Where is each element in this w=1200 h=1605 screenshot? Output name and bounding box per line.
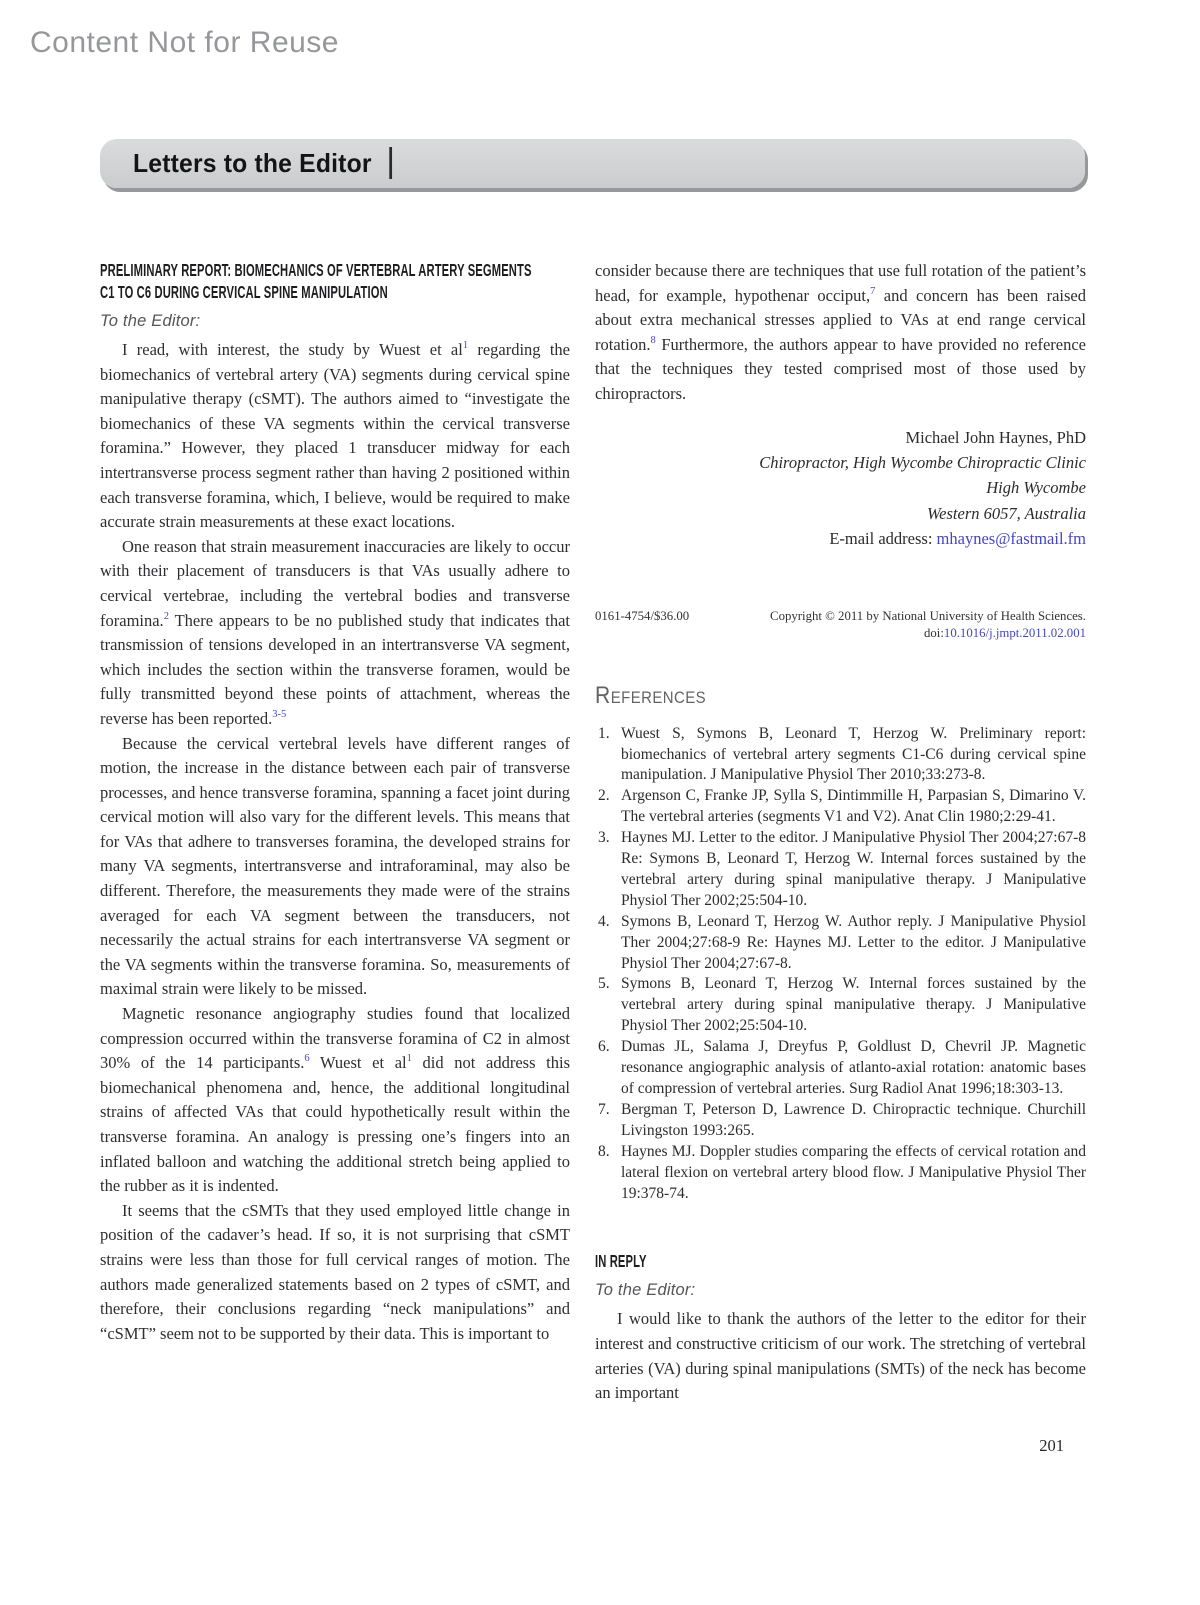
page-body — [100, 259, 1086, 1456]
reference-number: 5. — [598, 975, 610, 993]
citation-ref[interactable]: 6 — [304, 1053, 310, 1065]
paragraph — [100, 338, 570, 535]
text-run: I would like to thank the authors of the letter to the editor for their interest and constructive criticism of our work. The stretching of vertebral arteries (VA) during spinal manipulations (SMTs) of the neck has become an important — [595, 1309, 1086, 1403]
citation-ref[interactable]: 1 — [406, 1053, 412, 1065]
text-run: E-mail address: — [829, 529, 937, 549]
imprint-row — [595, 608, 1086, 626]
email-link[interactable]: mhaynes@fastmail.fm — [936, 529, 1086, 549]
section-banner — [100, 139, 1085, 188]
page-number: 201 — [1039, 1435, 1064, 1455]
paragraph — [100, 535, 570, 732]
left-column — [100, 259, 570, 1456]
banner-separator: | — [386, 142, 396, 180]
doi-link[interactable]: 10.1016/j.jmpt.2011.02.001 — [943, 626, 1086, 641]
letter-title-line-1: PRELIMINARY REPORT: BIOMECHANICS OF VERTEBRAL ARTERY SEGMENTS — [100, 260, 532, 280]
citation-ref[interactable]: 1 — [462, 340, 469, 351]
issn-price: 0161-4754/$36.00 — [595, 608, 690, 623]
reference-item — [595, 1037, 1086, 1100]
signature-line: Chiropractor, High Wycombe Chiropractic Clinic — [759, 452, 1086, 472]
citation-ref[interactable]: 8 — [650, 334, 656, 346]
reference-text: Symons B, Leonard T, Herzog W. Author reply. J Manipulative Physiol Ther 2004;27:68-9 Re: Haynes MJ. Letter to the editor. J Manipulative Physiol Ther 2004;27:67-8. — [621, 912, 1086, 972]
imprint-block — [595, 608, 1086, 643]
copyright-text: Copyright © 2011 by National University of Health Sciences. — [770, 608, 1086, 623]
doi-line — [595, 625, 1086, 643]
text-run: There appears to be no published study that indicates that transmission of tensions developed in an intertransverse VA segment, which includes the section within the transverse foramen, would be fully transmitted beyond these points of attachment, whereas the reverse has been reported. — [100, 610, 570, 728]
reply-paragraph — [595, 1307, 1086, 1405]
paragraph — [100, 732, 570, 1003]
signature-line: High Wycombe — [986, 478, 1086, 498]
text-run: Magnetic resonance angiography studies found that localized compression occurred within the transverse foramina of C2 in almost 30% of the 14 participants. — [100, 1004, 570, 1073]
reply-heading-line: IN REPLY — [595, 1251, 647, 1272]
salutation: To the Editor: — [100, 312, 201, 330]
reference-text: Haynes MJ. Letter to the editor. J Manipulative Physiol Ther 2004;27:67-8 Re: Symons B, Leonard T, Herzog W. Internal forces sustained by the vertebral artery during spinal manipulative therapy. J Manipulative Physiol Ther 2002;25:504-10. — [621, 829, 1086, 909]
references-list — [595, 724, 1086, 1205]
paragraph-continuation — [595, 259, 1086, 407]
reference-text: Bergman T, Peterson D, Lawrence D. Chiropractic technique. Churchill Livingston 1993:265. — [621, 1100, 1086, 1139]
signature-block — [595, 425, 1086, 552]
reference-text: Symons B, Leonard T, Herzog W. Internal forces sustained by the vertebral artery during spinal manipulative therapy. J Manipulative Physiol Ther 2002;25:504-10. — [621, 975, 1086, 1035]
section-banner-title: Letters to the Editor — [133, 148, 372, 178]
text-run: regarding the biomechanics of vertebral artery (VA) segments during cervical spine manipulative therapy (cSMT). The authors aimed to “investigate the biomechanics of these VA segments within the cervical transverse foramina.” However, they placed 1 transducer midway for each intertransverse process segment rather than having 2 positioned within each transverse foramina, which, I believe, would be required to make accurate strain measurements at these exact locations. — [100, 340, 570, 532]
text-run: I read, with interest, the study by Wuest et al — [122, 340, 463, 359]
reference-item — [595, 828, 1086, 912]
reference-number: 8. — [598, 1142, 610, 1160]
paragraph — [100, 1199, 570, 1347]
text-run: and concern has been raised about extra mechanical stresses applied to VAs at end range cervical rotation. — [595, 285, 1087, 354]
reference-number: 6. — [598, 1038, 610, 1056]
reference-text: Argenson C, Franke JP, Sylla S, Dintimmille H, Parpasian S, Dimarino V. The vertebral arteries (segments V1 and V2). Anat Clin 1980;2:29-41. — [621, 787, 1086, 826]
signature-line: Western 6057, Australia — [926, 503, 1086, 523]
reference-item — [595, 1100, 1086, 1142]
reference-item — [595, 1142, 1086, 1205]
text-run: It seems that the cSMTs that they used employed little change in position of the cadaver’s head. If so, it is not surprising that cSMT strains were less than those for full cervical ranges of motion. The authors made generalized statements based on 2 types of cSMT, and therefore, their conclusions regarding “neck manipulations” and “cSMT” seem not to be supported by their data. This is important to — [100, 1200, 570, 1343]
letter-title — [100, 259, 570, 303]
reference-number: 4. — [598, 912, 610, 930]
text-run: Furthermore, the authors appear to have provided no reference that the techniques they tested comprised most of those used by chiropractors. — [595, 334, 1086, 403]
text-run: doi: — [924, 626, 944, 641]
citation-ref[interactable]: 2 — [163, 610, 169, 622]
text-run: did not address this biomechanical phenomena and, hence, the additional longitudinal strains of affected VAs that could hypothetically result within the transverse foramina. An analogy is pressing one’s fingers into an inflated balloon and watching the additional stretch being applied to the rubber as it is indented. — [100, 1053, 570, 1196]
reference-text: Dumas JL, Salama J, Dreyfus P, Goldlust D, Chevril JP. Magnetic resonance angiographic analysis of atlanto-axial rotation: anatomic bases of compression of vertebral arteries. Surg Radiol Anat 1996;18:303-13. — [621, 1038, 1086, 1097]
reference-number: 3. — [598, 829, 610, 847]
reference-text: Haynes MJ. Doppler studies comparing the effects of cervical rotation and lateral flexion on vertebral artery blood flow. J Manipulative Physiol Ther 19:378-74. — [621, 1142, 1086, 1202]
reference-item — [595, 724, 1086, 787]
signature-lines — [595, 425, 1086, 527]
citation-ref[interactable]: 3-5 — [272, 708, 287, 720]
reference-item — [595, 974, 1086, 1037]
reference-number: 7. — [598, 1100, 610, 1118]
reference-item — [595, 786, 1086, 828]
text-run: One reason that strain measurement inaccuracies are likely to occur with their placement of transducers is that VAs usually adhere to cervical vertebrae, including the vertebral bodies and transverse foramina. — [100, 536, 570, 630]
right-column — [595, 259, 1086, 1456]
watermark-text: Content Not for Reuse — [30, 26, 339, 59]
references-heading: References — [595, 681, 707, 709]
reply-salutation: To the Editor: — [595, 1281, 696, 1300]
text-run: consider because there are techniques that use full rotation of the patient’s head, for example, hypothenar occiput, — [595, 261, 1086, 305]
text-run: Because the cervical vertebral levels have different ranges of motion, the increase in the distance between each pair of transverse processes, and hence transverse foramina, spanning a facet joint during cervical motion will also vary for the different levels. This means that for VAs that adhere to transverses foramina, the developed strains for many VA segments, intertransverse and intraforaminal, may also be different. Therefore, the measurements they made were of the strains averaged for each VA segment between the transducers, not necessarily the actual strains for each intertransverse VA segment or the VA segments within the transverse foramina. So, measurements of maximal strain were likely to be missed. — [100, 733, 570, 999]
reference-item — [595, 912, 1086, 975]
citation-ref[interactable]: 7 — [870, 285, 876, 297]
paragraph — [100, 1002, 570, 1199]
reply-heading — [595, 1250, 1086, 1272]
signature-line: Michael John Haynes, PhD — [905, 427, 1086, 447]
reference-text: Wuest S, Symons B, Leonard T, Herzog W. Preliminary report: biomechanics of vertebral artery segments C1-C6 during cervical spine manipulation. J Manipulative Physiol Ther 2010;33:273-8. — [621, 724, 1086, 784]
letter-title-line-2: C1 TO C6 DURING CERVICAL SPINE MANIPULATION — [100, 282, 388, 302]
reference-number: 2. — [598, 787, 610, 805]
text-run: Wuest et al — [309, 1053, 407, 1073]
email-line — [595, 526, 1086, 551]
reference-number: 1. — [598, 724, 610, 742]
